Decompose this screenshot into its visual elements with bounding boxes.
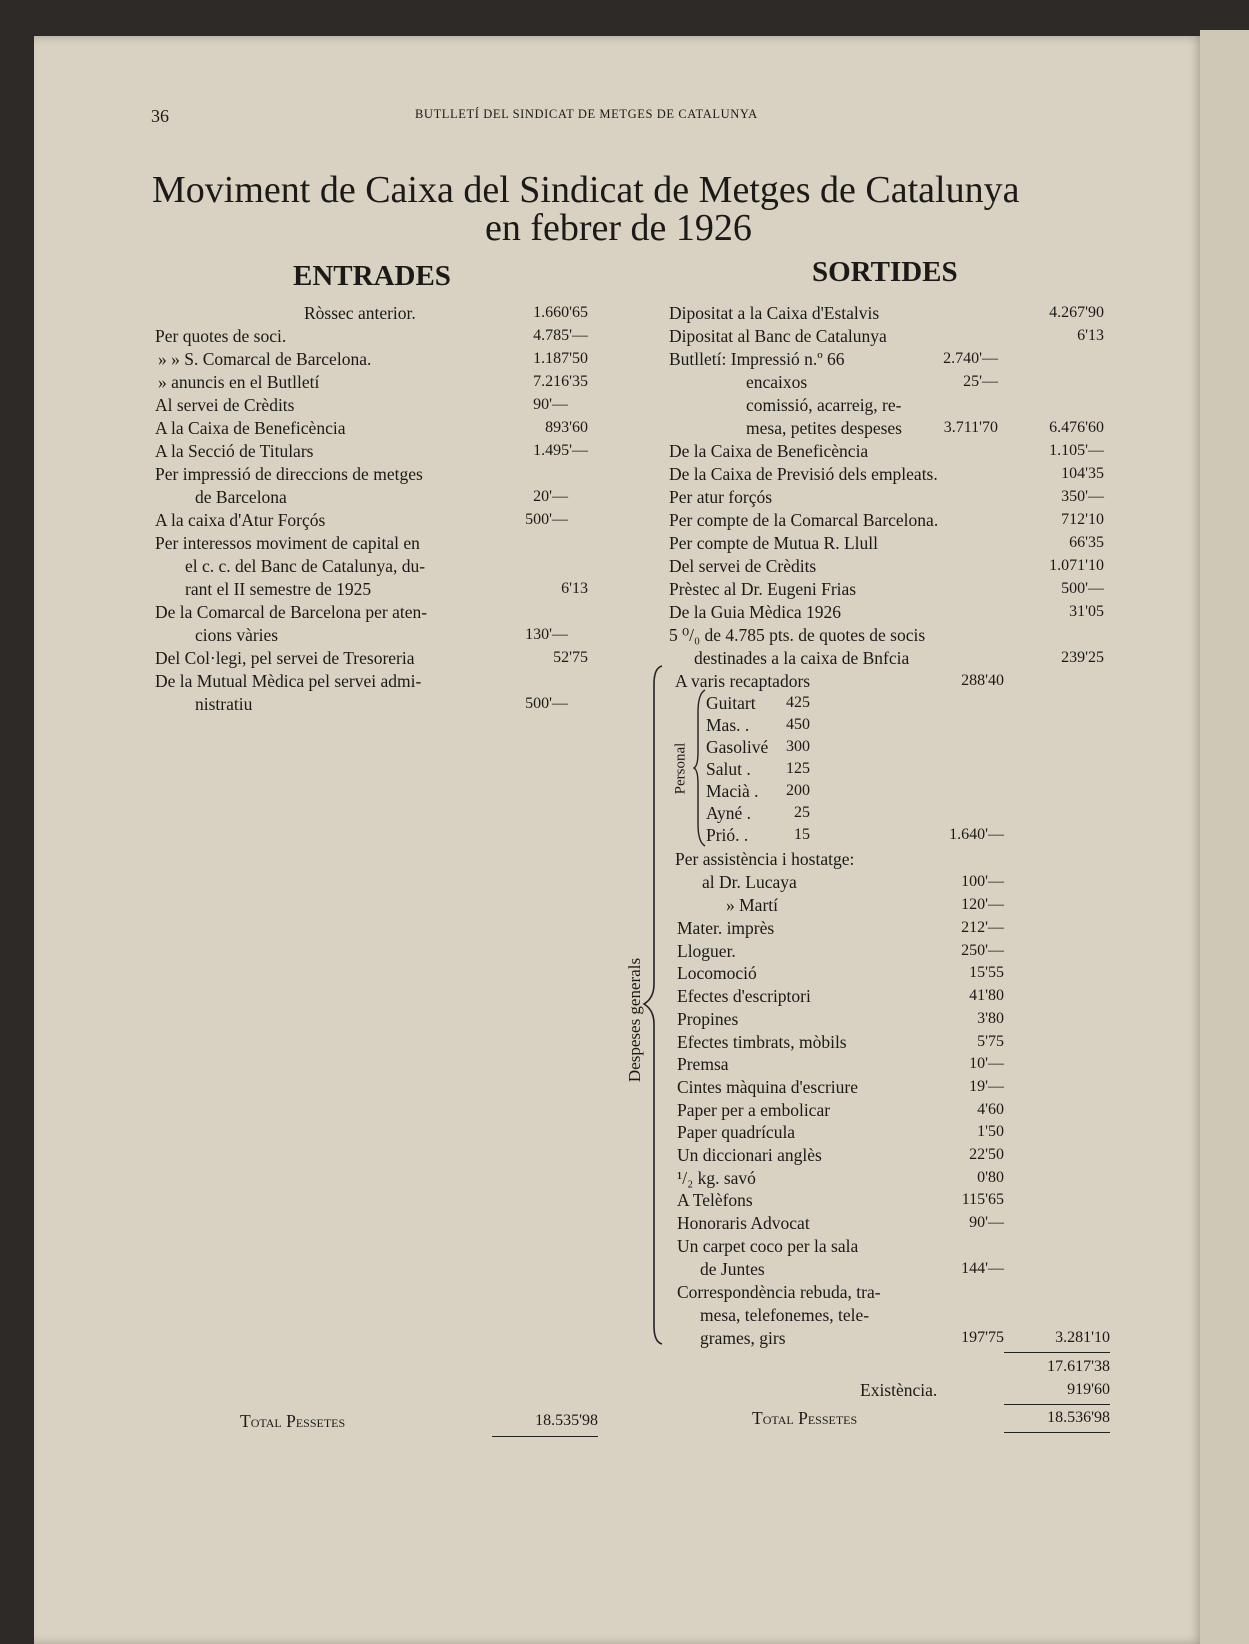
entrades-amount: 6'13	[561, 580, 588, 597]
existencia-rule	[1004, 1404, 1110, 1405]
personal-name: Macià .	[706, 781, 759, 801]
despeses-item-label: Premsa	[677, 1054, 729, 1074]
assistencia-item: » Martí	[726, 895, 779, 915]
sortides-amount: 500'—	[1061, 580, 1104, 597]
sortides-label: De la Guia Mèdica 1926	[669, 602, 842, 622]
entrades-total-label: Total Pessetes	[240, 1411, 346, 1431]
entrades-label: De la Mutual Mèdica pel servei admi-	[155, 671, 422, 691]
page-title: Moviment de Caixa del Sindicat de Metges de Catalunya	[152, 169, 1020, 211]
despeses-item-amount: 115'65	[961, 1191, 1004, 1208]
assistencia-amount: 100'—	[961, 873, 1004, 890]
personal-amount: 15	[794, 826, 810, 843]
carpet-amount: 144'—	[961, 1260, 1004, 1277]
despeses-item-label: Locomoció	[677, 963, 757, 983]
personal-total: 1.640'—	[949, 826, 1004, 843]
assistencia-amount: 120'—	[961, 896, 1004, 913]
entrades-amount: 4.785'—	[533, 327, 588, 344]
running-title: BUTLLETÍ DEL SINDICAT DE METGES DE CATALUNYA	[415, 107, 758, 121]
entrades-amount: 7.216'35	[533, 373, 588, 390]
correspondencia-label: mesa, telefonemes, tele-	[700, 1305, 870, 1325]
despeses-item-label: Lloguer.	[677, 941, 736, 961]
sortides-amount: 31'05	[1069, 603, 1104, 620]
butlleti-comissio: 3.711'70	[943, 419, 998, 436]
sortides-label: De la Caixa de Previsió dels empleats.	[669, 464, 938, 484]
sortides-label: Del servei de Crèdits	[669, 556, 817, 576]
sortides-amount: 1.071'10	[1049, 557, 1104, 574]
sortides-subtotal: 17.617'38	[1047, 1358, 1110, 1375]
entrades-label: Ròssec anterior.	[304, 303, 416, 323]
personal-amount: 300	[786, 738, 810, 755]
despeses-item-amount: 22'50	[969, 1146, 1004, 1163]
entrades-amount: 893'60	[545, 419, 588, 436]
assistencia-label: Per assistència i hostatge:	[675, 849, 855, 869]
despeses-item-label: A Telèfons	[677, 1190, 753, 1210]
entrades-label: de Barcelona	[195, 487, 287, 507]
entrades-amount: 500'—	[525, 511, 568, 528]
sortides-total: 18.536'98	[1047, 1409, 1110, 1426]
personal-label: Personal	[672, 742, 689, 795]
personal-amount: 450	[786, 716, 810, 733]
butlleti-label: Butlletí: Impressió n.º 66	[669, 349, 845, 369]
despeses-item-amount: 15'55	[969, 964, 1004, 981]
entrades-amount: 1.495'—	[533, 442, 588, 459]
correspondencia-label: Correspondència rebuda, tra-	[677, 1282, 881, 1302]
recaptadors-label: A varis recaptadors	[675, 671, 811, 691]
entrades-amount: 1.660'65	[533, 304, 588, 321]
sortides-label: De la Caixa de Beneficència	[669, 441, 869, 461]
sortides-amount: 6'13	[1077, 327, 1104, 344]
recaptadors-amount: 288'40	[961, 672, 1004, 689]
sortides-amount: 350'—	[1061, 488, 1104, 505]
personal-brace	[693, 688, 707, 848]
entrades-label: Per quotes de soci.	[155, 326, 287, 346]
sortides-amount: 66'35	[1069, 534, 1104, 551]
sortides-amount: 1.105'—	[1049, 442, 1104, 459]
sortides-label: Dipositat a la Caixa d'Estalvis	[669, 303, 880, 323]
entrades-label: Per interessos moviment de capital en	[155, 533, 420, 553]
existencia-amount: 919'60	[1067, 1381, 1110, 1398]
sortides-label: Per compte de la Comarcal Barcelona.	[669, 510, 939, 530]
despeses-item-label: Mater. imprès	[677, 918, 775, 938]
despeses-item-label: Un diccionari anglès	[677, 1145, 822, 1165]
entrades-amount: 20'—	[533, 488, 568, 505]
quotes-label: 5 ⁰/₀ de 4.785 pts. de quotes de socis	[669, 625, 926, 645]
page-subtitle: en febrer de 1926	[485, 207, 752, 249]
entrades-amount: 52'75	[553, 649, 588, 666]
butlleti-total: 6.476'60	[1049, 419, 1104, 436]
entrades-label: A la Caixa de Beneficència	[155, 418, 346, 438]
personal-name: Ayné .	[706, 803, 752, 823]
butlleti-comissio-label: mesa, petites despeses	[746, 418, 902, 438]
correspondencia-label: grames, girs	[700, 1328, 786, 1348]
entrades-label: rant el II semestre de 1925	[185, 579, 372, 599]
despeses-total: 3.281'10	[1055, 1329, 1110, 1346]
sortides-total-rule	[1004, 1432, 1110, 1433]
entrades-total: 18.535'98	[535, 1412, 598, 1429]
entrades-amount: 500'—	[525, 695, 568, 712]
despeses-item-label: ¹/₂ kg. savó	[677, 1168, 756, 1188]
page-edge	[1200, 30, 1249, 1644]
personal-amount: 200	[786, 782, 810, 799]
despeses-item-label: Cintes màquina d'escriure	[677, 1077, 859, 1097]
entrades-amount: 130'—	[525, 626, 568, 643]
entrades-label: el c. c. del Banc de Catalunya, du-	[185, 556, 426, 576]
despeses-item-amount: 19'—	[969, 1078, 1004, 1095]
personal-amount: 425	[786, 694, 810, 711]
sortides-label: Per compte de Mutua R. Llull	[669, 533, 878, 553]
butlleti-encaixos-label: encaixos	[746, 372, 808, 392]
despeses-label: Despeses generals	[625, 957, 644, 1083]
despeses-item-label: Efectes timbrats, mòbils	[677, 1032, 847, 1052]
personal-name: Prió. .	[706, 825, 749, 845]
subtotal-rule	[1004, 1352, 1110, 1353]
sortides-label: Dipositat al Banc de Catalunya	[669, 326, 887, 346]
despeses-item-amount: 4'60	[977, 1101, 1004, 1118]
entrades-label: » anuncis en el Butlletí	[158, 372, 320, 392]
despeses-item-label: Paper per a embolicar	[677, 1100, 831, 1120]
sortides-label: Per atur forçós	[669, 487, 773, 507]
personal-amount: 125	[786, 760, 810, 777]
despeses-item-label: Propines	[677, 1009, 739, 1029]
sortides-total-label: Total Pessetes	[752, 1408, 858, 1428]
sortides-amount: 712'10	[1061, 511, 1104, 528]
despeses-item-amount: 41'80	[969, 987, 1004, 1004]
sortides-label: Prèstec al Dr. Eugeni Frias	[669, 579, 857, 599]
despeses-item-amount: 0'80	[977, 1169, 1004, 1186]
despeses-item-label: Paper quadrícula	[677, 1122, 796, 1142]
personal-amount: 25	[794, 804, 810, 821]
entrades-heading: ENTRADES	[293, 260, 451, 292]
despeses-item-amount: 10'—	[969, 1055, 1004, 1072]
despeses-item-amount: 5'75	[977, 1033, 1004, 1050]
personal-name: Salut .	[706, 759, 751, 779]
quotes-label: destinades a la caixa de Bnfcia	[694, 648, 910, 668]
entrades-label: A la Secció de Titulars	[155, 441, 314, 461]
personal-name: Gasolivé	[706, 737, 769, 757]
despeses-item-amount: 90'—	[969, 1214, 1004, 1231]
butlleti-impressio: 2.740'—	[943, 350, 998, 367]
butlleti-comissio-label: comissió, acarreig, re-	[746, 395, 902, 415]
despeses-item-label: Honoraris Advocat	[677, 1213, 810, 1233]
despeses-item-amount: 1'50	[977, 1123, 1004, 1140]
entrades-amount: 1.187'50	[533, 350, 588, 367]
despeses-item-label: Efectes d'escriptori	[677, 986, 811, 1006]
despeses-item-amount: 250'—	[961, 942, 1004, 959]
quotes-amount: 239'25	[1061, 649, 1104, 666]
assistencia-item: al Dr. Lucaya	[702, 872, 797, 892]
personal-name: Guitart	[706, 693, 756, 713]
butlleti-encaixos: 25'—	[963, 373, 998, 390]
sortides-heading: SORTIDES	[812, 256, 958, 288]
sortides-amount: 104'35	[1061, 465, 1104, 482]
despeses-item-amount: 212'—	[961, 919, 1004, 936]
despeses-item-amount: 3'80	[977, 1010, 1004, 1027]
carpet-label: Un carpet coco per la sala	[677, 1236, 859, 1256]
entrades-label: nistratiu	[195, 694, 253, 714]
entrades-total-rule	[492, 1436, 598, 1437]
entrades-label: Al servei de Crèdits	[155, 395, 295, 415]
entrades-label: De la Comarcal de Barcelona per aten-	[155, 602, 428, 622]
entrades-amount: 90'—	[533, 396, 568, 413]
personal-name: Mas. .	[706, 715, 750, 735]
entrades-label: cions vàries	[195, 625, 279, 645]
entrades-label: Del Col·legi, pel servei de Tresoreria	[155, 648, 415, 668]
entrades-label: A la caixa d'Atur Forçós	[155, 510, 326, 530]
correspondencia-amount: 197'75	[961, 1329, 1004, 1346]
carpet-label: de Juntes	[700, 1259, 765, 1279]
entrades-label: Per impressió de direccions de metges	[155, 464, 423, 484]
entrades-label: » » S. Comarcal de Barcelona.	[158, 349, 372, 369]
page	[34, 36, 1204, 1644]
sortides-amount: 4.267'90	[1049, 304, 1104, 321]
page-number: 36	[151, 106, 169, 126]
existencia-label: Existència.	[860, 1380, 938, 1400]
